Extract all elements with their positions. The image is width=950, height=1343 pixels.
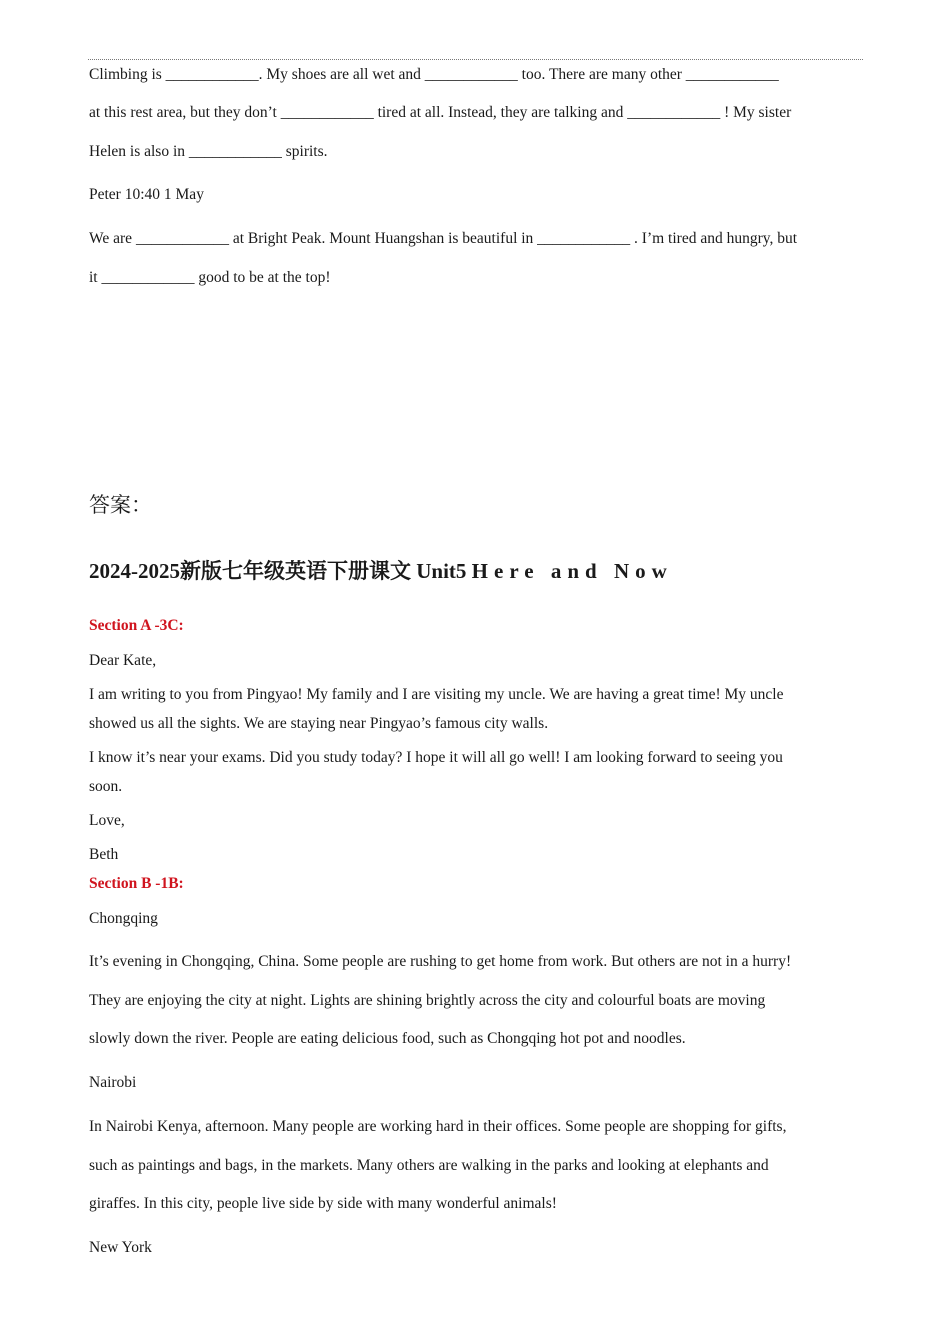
city-heading-new-york: New York xyxy=(89,1239,152,1256)
section-a-label: Section A -3C: xyxy=(89,617,184,634)
section-a-line: Love, xyxy=(89,812,125,829)
title-main: 2024-2025新版七年级英语下册课文 Unit5 xyxy=(89,559,467,583)
nairobi-line: such as paintings and bags, in the markets. Many others are walking in the parks and looking at elephants and xyxy=(89,1157,769,1174)
post-header: Peter 10:40 1 May xyxy=(89,186,204,203)
city-heading-nairobi: Nairobi xyxy=(89,1074,137,1091)
nairobi-line: giraffes. In this city, people live side by side with many wonderful animals! xyxy=(89,1195,557,1212)
header-divider xyxy=(88,59,863,60)
section-a-line: I am writing to you from Pingyao! My family and I are visiting my uncle. We are having a great time! My uncle xyxy=(89,686,784,703)
exercise-line-3: Helen is also in ____________ spirits. xyxy=(89,143,328,160)
exercise-line-2: at this rest area, but they don’t ____________ tired at all. Instead, they are talking and ____________ ! My sister xyxy=(89,104,792,121)
nairobi-line: In Nairobi Kenya, afternoon. Many people are working hard in their offices. Some people are shopping for gifts, xyxy=(89,1118,787,1135)
exercise-line-5: it ____________ good to be at the top! xyxy=(89,269,331,286)
answer-heading: 答案： xyxy=(89,493,152,517)
section-a-line: I know it’s near your exams. Did you study today? I hope it will all go well! I am looking forward to seeing you xyxy=(89,749,783,766)
title-spaced: Here and Now xyxy=(471,559,673,583)
chongqing-line: It’s evening in Chongqing, China. Some people are rushing to get home from work. But others are not in a hurry! xyxy=(89,953,792,970)
chongqing-line: slowly down the river. People are eating delicious food, such as Chongqing hot pot and noodles. xyxy=(89,1030,686,1047)
section-b-label: Section B -1B: xyxy=(89,875,184,892)
section-a-line: showed us all the sights. We are staying near Pingyao’s famous city walls. xyxy=(89,715,549,732)
city-heading-chongqing: Chongqing xyxy=(89,910,158,927)
section-a-line: Dear Kate, xyxy=(89,652,157,669)
exercise-line-1: Climbing is ____________. My shoes are all wet and ____________ too. There are many other ____________ xyxy=(89,66,779,83)
section-a-line: soon. xyxy=(89,778,123,795)
document-title xyxy=(89,555,869,585)
section-a-line: Beth xyxy=(89,846,119,863)
chongqing-line: They are enjoying the city at night. Lights are shining brightly across the city and colourful boats are moving xyxy=(89,992,766,1009)
exercise-line-4: We are ____________ at Bright Peak. Mount Huangshan is beautiful in ____________ . I’m tired and hungry, but xyxy=(89,230,798,247)
